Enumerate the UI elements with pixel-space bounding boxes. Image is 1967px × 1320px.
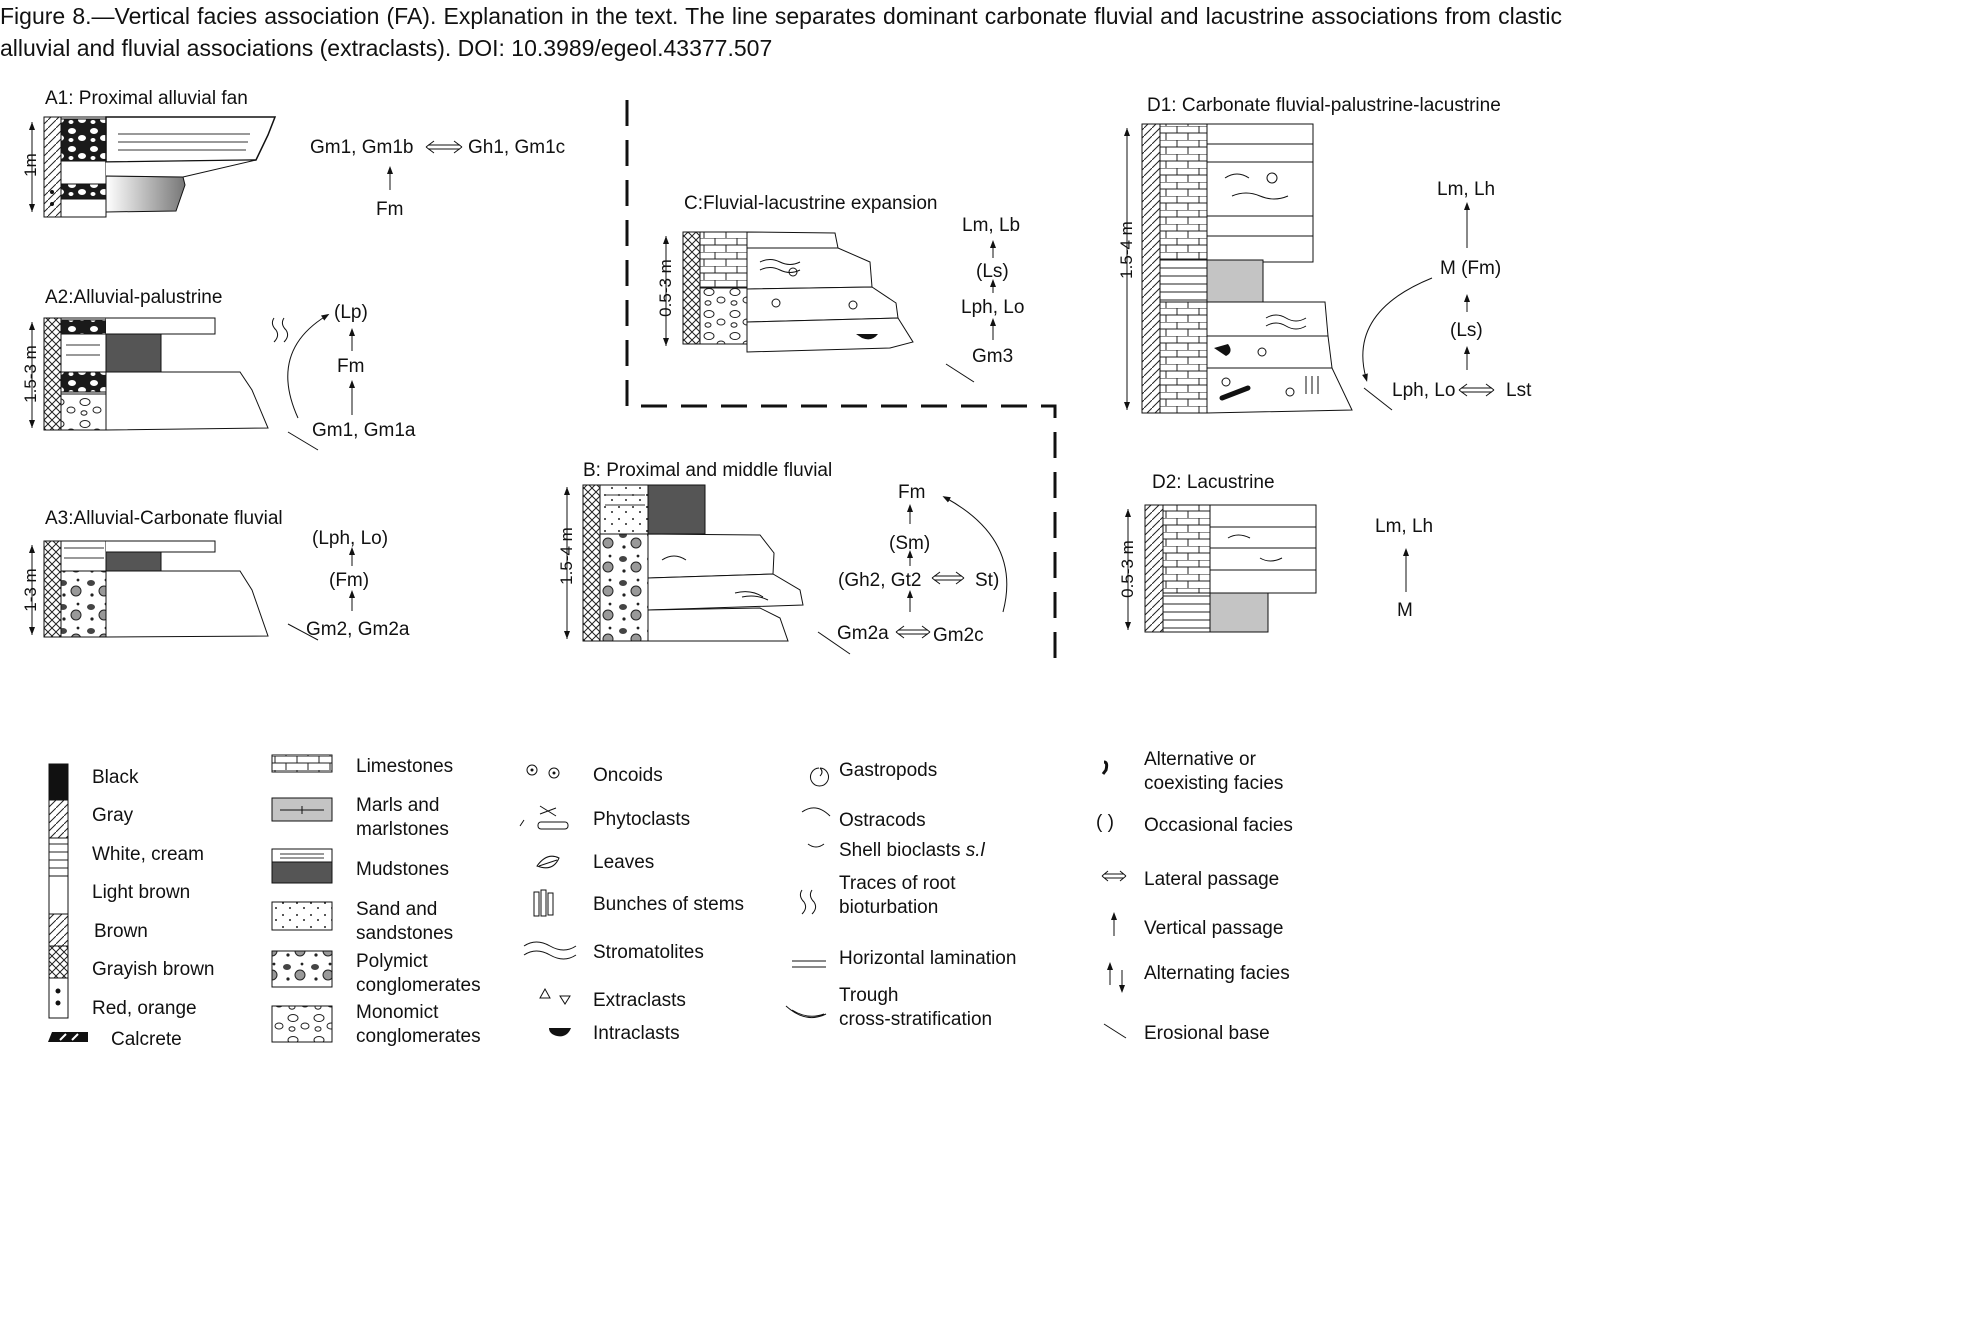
panel-a3-title: A3:Alluvial-Carbonate fluvial <box>45 508 283 529</box>
d1-facies-m: M (Fm) <box>1440 258 1502 279</box>
legend-monomict-1: Monomict <box>356 1002 439 1023</box>
b-facies-sm: (Sm) <box>889 533 931 554</box>
intraclast-icon <box>549 1028 571 1036</box>
panel-d1-title: D1: Carbonate fluvial-palustrine-lacustrine <box>1147 95 1501 116</box>
d2-thickness-label: 0.5-3 m <box>1118 540 1137 598</box>
legend-alternative-1: Alternative or <box>1144 749 1256 770</box>
sandstone-swatch <box>272 902 332 930</box>
legend-polymict-2: conglomerates <box>356 975 481 996</box>
b-facies-gm2c: Gm2c <box>933 625 984 646</box>
figure-caption: Figure 8.—Vertical facies association (FA). Explanation in the text. The line separates dominant carbonate fluvial and lacustrine associations from clastic alluvial and fluvial associations (extraclasts). DOI: 10.3989/egeol.43377.507 <box>0 3 1562 61</box>
panel-d2-title: D2: Lacustrine <box>1152 472 1275 493</box>
c-facies-gm3: Gm3 <box>972 346 1014 367</box>
legend-polymict-1: Polymict <box>356 951 428 972</box>
panel-c <box>656 193 1024 382</box>
legend-leaves: Leaves <box>593 852 655 873</box>
legend-oncoids: Oncoids <box>593 765 663 786</box>
legend-marls-1: Marls and <box>356 795 440 816</box>
a3-facies-gm2: Gm2, Gm2a <box>306 619 410 640</box>
legend-color-column <box>48 764 88 1042</box>
limestone-swatch <box>272 755 332 772</box>
c-facies-lph: Lph, Lo <box>961 297 1025 318</box>
a3-color-column <box>44 541 61 637</box>
legend-gastropods: Gastropods <box>839 760 938 781</box>
phytoclast-icon <box>520 806 568 829</box>
d2-color-column <box>1145 505 1163 632</box>
d2-facies-lm: Lm, Lh <box>1375 516 1434 537</box>
legend-sand-2: sandstones <box>356 923 454 944</box>
ostracod-icon <box>802 808 830 816</box>
legend-light-brown: Light brown <box>92 882 191 903</box>
legend-sand-1: Sand and <box>356 899 438 920</box>
panel-a2-title: A2:Alluvial-palustrine <box>45 287 223 308</box>
legend-intraclasts: Intraclasts <box>593 1023 680 1044</box>
shell-bioclast-icon <box>808 844 824 847</box>
legend-alternative-2: coexisting facies <box>1144 773 1284 794</box>
extraclast-icon <box>540 989 570 1004</box>
c-thickness-label: 0.5-3 m <box>656 259 675 317</box>
legend-extraclasts: Extraclasts <box>593 990 686 1011</box>
legend-trough-1: Trough <box>839 985 899 1006</box>
b-litho-column <box>600 485 648 534</box>
polymict-swatch <box>272 951 332 987</box>
legend-horizontal-lamination: Horizontal lamination <box>839 948 1017 969</box>
panel-b <box>557 460 1007 654</box>
legend-stems: Bunches of stems <box>593 894 745 915</box>
erosional-base-icon <box>1104 1024 1126 1038</box>
legend-monomict-2: conglomerates <box>356 1026 481 1047</box>
panel-a1-title: A1: Proximal alluvial fan <box>45 88 248 109</box>
a3-facies-fm: (Fm) <box>329 570 370 591</box>
a2-facies-fm: Fm <box>337 356 365 377</box>
panel-a1 <box>21 88 565 220</box>
trough-cross-strat-icon <box>786 1006 826 1018</box>
stems-icon <box>534 890 553 916</box>
b-facies-gm2a: Gm2a <box>837 623 889 644</box>
a3-facies-lph: (Lph, Lo) <box>312 528 389 549</box>
stromatolite-icon <box>524 942 576 959</box>
d2-facies-m: M <box>1397 600 1413 621</box>
legend-limestones: Limestones <box>356 756 454 777</box>
panel-b-title: B: Proximal and middle fluvial <box>583 460 833 481</box>
a3-thickness-label: 1-3 m <box>21 568 40 612</box>
legend-black: Black <box>92 767 139 788</box>
a1-facies-fm: Fm <box>376 199 404 220</box>
a1-thickness-label: 1m <box>21 153 40 177</box>
legend-phytoclasts: Phytoclasts <box>593 809 691 830</box>
d1-facies-lm: Lm, Lh <box>1437 179 1496 200</box>
legend-paren-symbol: ( ) <box>1096 812 1114 833</box>
legend-root-traces-1: Traces of root <box>839 873 956 894</box>
legend-ostracods: Ostracods <box>839 810 926 831</box>
comma-icon <box>1103 762 1107 774</box>
a2-thickness-label: 1.5-3 m <box>21 345 40 403</box>
legend-trough-2: cross-stratification <box>839 1009 993 1030</box>
oncoid-icon <box>527 765 559 778</box>
panel-d2 <box>1118 472 1433 632</box>
leaf-icon <box>537 856 559 868</box>
legend-root-traces-2: bioturbation <box>839 897 939 918</box>
c-litho-column <box>700 232 747 288</box>
monomict-swatch <box>272 1006 332 1042</box>
legend-marls-2: marlstones <box>356 819 449 840</box>
c-facies-lm: Lm, Lb <box>962 215 1021 236</box>
d1-facies-lph: Lph, Lo <box>1392 380 1456 401</box>
b-facies-st: St) <box>975 570 1000 591</box>
a1-facies-gm1: Gm1, Gm1b <box>310 137 414 158</box>
legend-gray: Gray <box>92 805 134 826</box>
root-trace-icon <box>800 890 815 914</box>
legend-lateral: Lateral passage <box>1144 869 1280 890</box>
d1-facies-lst: Lst <box>1506 380 1532 401</box>
legend-red-orange: Red, orange <box>92 998 197 1019</box>
b-color-column <box>583 485 600 641</box>
panel-a2 <box>21 287 416 450</box>
c-facies-ls: (Ls) <box>976 261 1009 282</box>
legend-calcrete: Calcrete <box>111 1029 182 1050</box>
legend-alternating: Alternating facies <box>1144 963 1290 984</box>
alternating-facies-icon <box>1110 966 1122 989</box>
legend-mudstones: Mudstones <box>356 859 449 880</box>
a1-facies-gh1: Gh1, Gm1c <box>468 137 566 158</box>
legend-shell-bioclasts: Shell bioclasts s.l <box>839 840 985 861</box>
legend <box>48 749 1293 1050</box>
a2-color-column <box>44 318 61 430</box>
gastropod-icon <box>811 768 829 786</box>
legend-white-cream: White, cream <box>92 844 204 865</box>
panel-a3 <box>21 508 410 640</box>
legend-vertical: Vertical passage <box>1144 918 1284 939</box>
b-facies-gh2: (Gh2, Gt2 <box>838 570 922 591</box>
panel-c-title: C:Fluvial-lacustrine expansion <box>684 193 938 214</box>
a2-facies-gm1: Gm1, Gm1a <box>312 420 416 441</box>
horizontal-lamination-icon <box>792 961 826 967</box>
c-color-column <box>683 232 700 344</box>
a1-color-column <box>44 117 61 217</box>
legend-occasional: Occasional facies <box>1144 815 1293 836</box>
legend-brown: Brown <box>94 921 148 942</box>
b-facies-fm: Fm <box>898 482 926 503</box>
d1-facies-ls: (Ls) <box>1450 320 1483 341</box>
d1-color-column <box>1142 124 1160 413</box>
a2-facies-lp: (Lp) <box>334 302 368 323</box>
root-traces-icon <box>272 318 287 342</box>
legend-stromatolites: Stromatolites <box>593 942 704 963</box>
d2-litho-column <box>1163 505 1210 593</box>
lateral-passage-icon <box>1102 871 1126 881</box>
legend-grayish-brown: Grayish brown <box>92 959 215 980</box>
b-thickness-label: 1.5-4 m <box>557 527 576 585</box>
d1-thickness-label: 1.5-4 m <box>1117 221 1136 279</box>
panel-d1 <box>1117 95 1532 413</box>
legend-erosional: Erosional base <box>1144 1023 1270 1044</box>
